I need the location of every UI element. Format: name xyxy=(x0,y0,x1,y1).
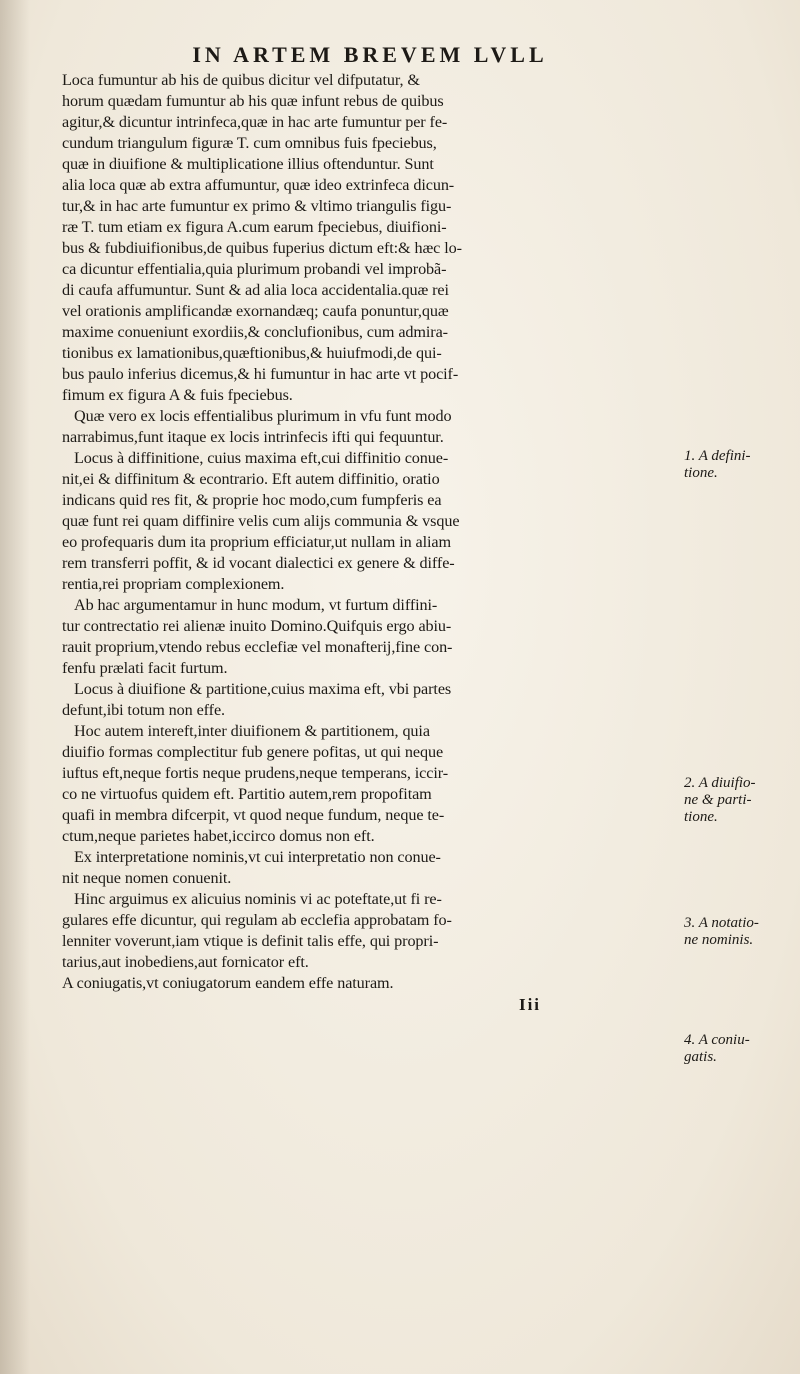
margin-note-conjugates: 4. A coniu- gatis. xyxy=(684,1032,750,1065)
text-line: tionibus ex lamationibus,quæftionibus,& huiufmodi,de qui- xyxy=(62,344,442,362)
text-line: agitur,& dicuntur intrinfeca,quæ in hac arte fumuntur per fe- xyxy=(62,113,448,131)
text-line: tur,& in hac arte fumuntur ex primo & vltimo triangulis figu- xyxy=(62,197,452,215)
text-line: bus & fubdiuifionibus,de quibus fuperius dictum eft:& hæc lo- xyxy=(62,239,462,257)
margin-note-definition: 1. A defini- tione. xyxy=(684,448,751,481)
text-line: ctum,neque parietes habet,iccirco domus non eft. xyxy=(62,827,375,845)
text-line: lenniter voverunt,iam vtique is definit talis effe, qui propri- xyxy=(62,932,439,950)
text-line: ca dicuntur effentialia,quia plurimum probandi vel improbã- xyxy=(62,260,447,278)
text-line: tarius,aut inobediens,aut fornicator eft. xyxy=(62,953,309,971)
text-line: iuftus eft,neque fortis neque prudens,neque temperans, iccir- xyxy=(62,764,448,782)
text-line: narrabimus,funt itaque ex locis intrinfecis ifti qui fequuntur. xyxy=(62,428,444,446)
text-line: rauit proprium,vtendo rebus ecclefiæ vel monafterij,fine con- xyxy=(62,638,453,656)
text-line: Locus à diffinitione, cuius maxima eft,cui diffinitio conue- xyxy=(74,449,449,467)
text-line: Locus à diuifione & partitione,cuius maxima eft, vbi partes xyxy=(74,680,452,698)
text-line: Ab hac argumentamur in hunc modum, vt furtum diffini- xyxy=(74,596,438,614)
text-line: Quæ vero ex locis effentialibus plurimum in vfu funt modo xyxy=(74,407,452,425)
text-line: horum quædam fumuntur ab his quæ infunt rebus de quibus xyxy=(62,92,444,110)
text-line: eo profequaris dum ita proprium efficiatur,ut nullam in aliam xyxy=(62,533,451,551)
text-line: Hinc arguimus ex alicuius nominis vi ac poteftate,ut fi re- xyxy=(74,890,442,908)
body-text xyxy=(62,70,668,1015)
text-line: co ne virtuofus quidem eft. Partitio autem,rem propofitam xyxy=(62,785,432,803)
text-line: bus paulo inferius dicemus,& hi fumuntur in hac arte vt pocif- xyxy=(62,365,459,383)
gutter-shadow xyxy=(0,0,30,1374)
margin-note-notation: 3. A notatio- ne nominis. xyxy=(684,915,759,948)
text-line: quæ in diuifione & multiplicatione illius oftenduntur. Sunt xyxy=(62,155,434,173)
text-line: fenfu prælati facit furtum. xyxy=(62,659,228,677)
text-line: gulares effe dicuntur, qui regulam ab ecclefia approbatam fo- xyxy=(62,911,452,929)
text-line: diuifio formas complectitur fub genere pofitas, ut qui neque xyxy=(62,743,444,761)
text-line: indicans quid res fit, & proprie hoc modo,cum fumpferis ea xyxy=(62,491,442,509)
signature-mark: Iii xyxy=(518,995,542,1014)
text-line: Ex interpretatione nominis,vt cui interpretatio non conue- xyxy=(74,848,441,866)
text-line: A coniugatis,vt coniugatorum eandem effe naturam. xyxy=(62,974,394,992)
text-line: defunt,ibi totum non effe. xyxy=(62,701,225,719)
text-line: rentia,rei propriam complexionem. xyxy=(62,575,285,593)
text-line: quæ funt rei quam diffinire velis cum alijs communia & vsque xyxy=(62,512,460,530)
text-line: quafi in membra difcerpit, vt quod neque fundum, neque te- xyxy=(62,806,445,824)
text-line: maxime conueniunt exordiis,& conclufionibus, cum admira- xyxy=(62,323,448,341)
text-line: di caufa affumuntur. Sunt & ad alia loca accidentalia.quæ rei xyxy=(62,281,449,299)
text-line: ræ T. tum etiam ex figura A.cum earum fpeciebus, diuifioni- xyxy=(62,218,447,236)
text-line: fimum ex figura A & fuis fpeciebus. xyxy=(62,386,293,404)
running-title: IN ARTEM BREVEM LVLL xyxy=(192,42,548,67)
text-line: cundum triangulum figuræ T. cum omnibus fuis fpeciebus, xyxy=(62,134,437,152)
text-line: Loca fumuntur ab his de quibus dicitur vel difputatur, & xyxy=(62,71,420,89)
text-line: vel orationis amplificandæ exornandæq; caufa ponuntur,quæ xyxy=(62,302,449,320)
text-line: rem transferri poffit, & id vocant dialectici ex genere & diffe- xyxy=(62,554,455,572)
text-line: alia loca quæ ab extra affumuntur, quæ ideo extrinfeca dicun- xyxy=(62,176,455,194)
text-line: Hoc autem intereft,inter diuifionem & partitionem, quia xyxy=(74,722,430,740)
text-line: tur contrectatio rei alienæ inuito Domino.Quifquis ergo abiu- xyxy=(62,617,452,635)
text-line: nit,ei & diffinitum & econtrario. Eft autem diffinitio, oratio xyxy=(62,470,440,488)
margin-note-division: 2. A diuifio- ne & parti- tione. xyxy=(684,775,756,825)
text-line: nit neque nomen conuenit. xyxy=(62,869,232,887)
